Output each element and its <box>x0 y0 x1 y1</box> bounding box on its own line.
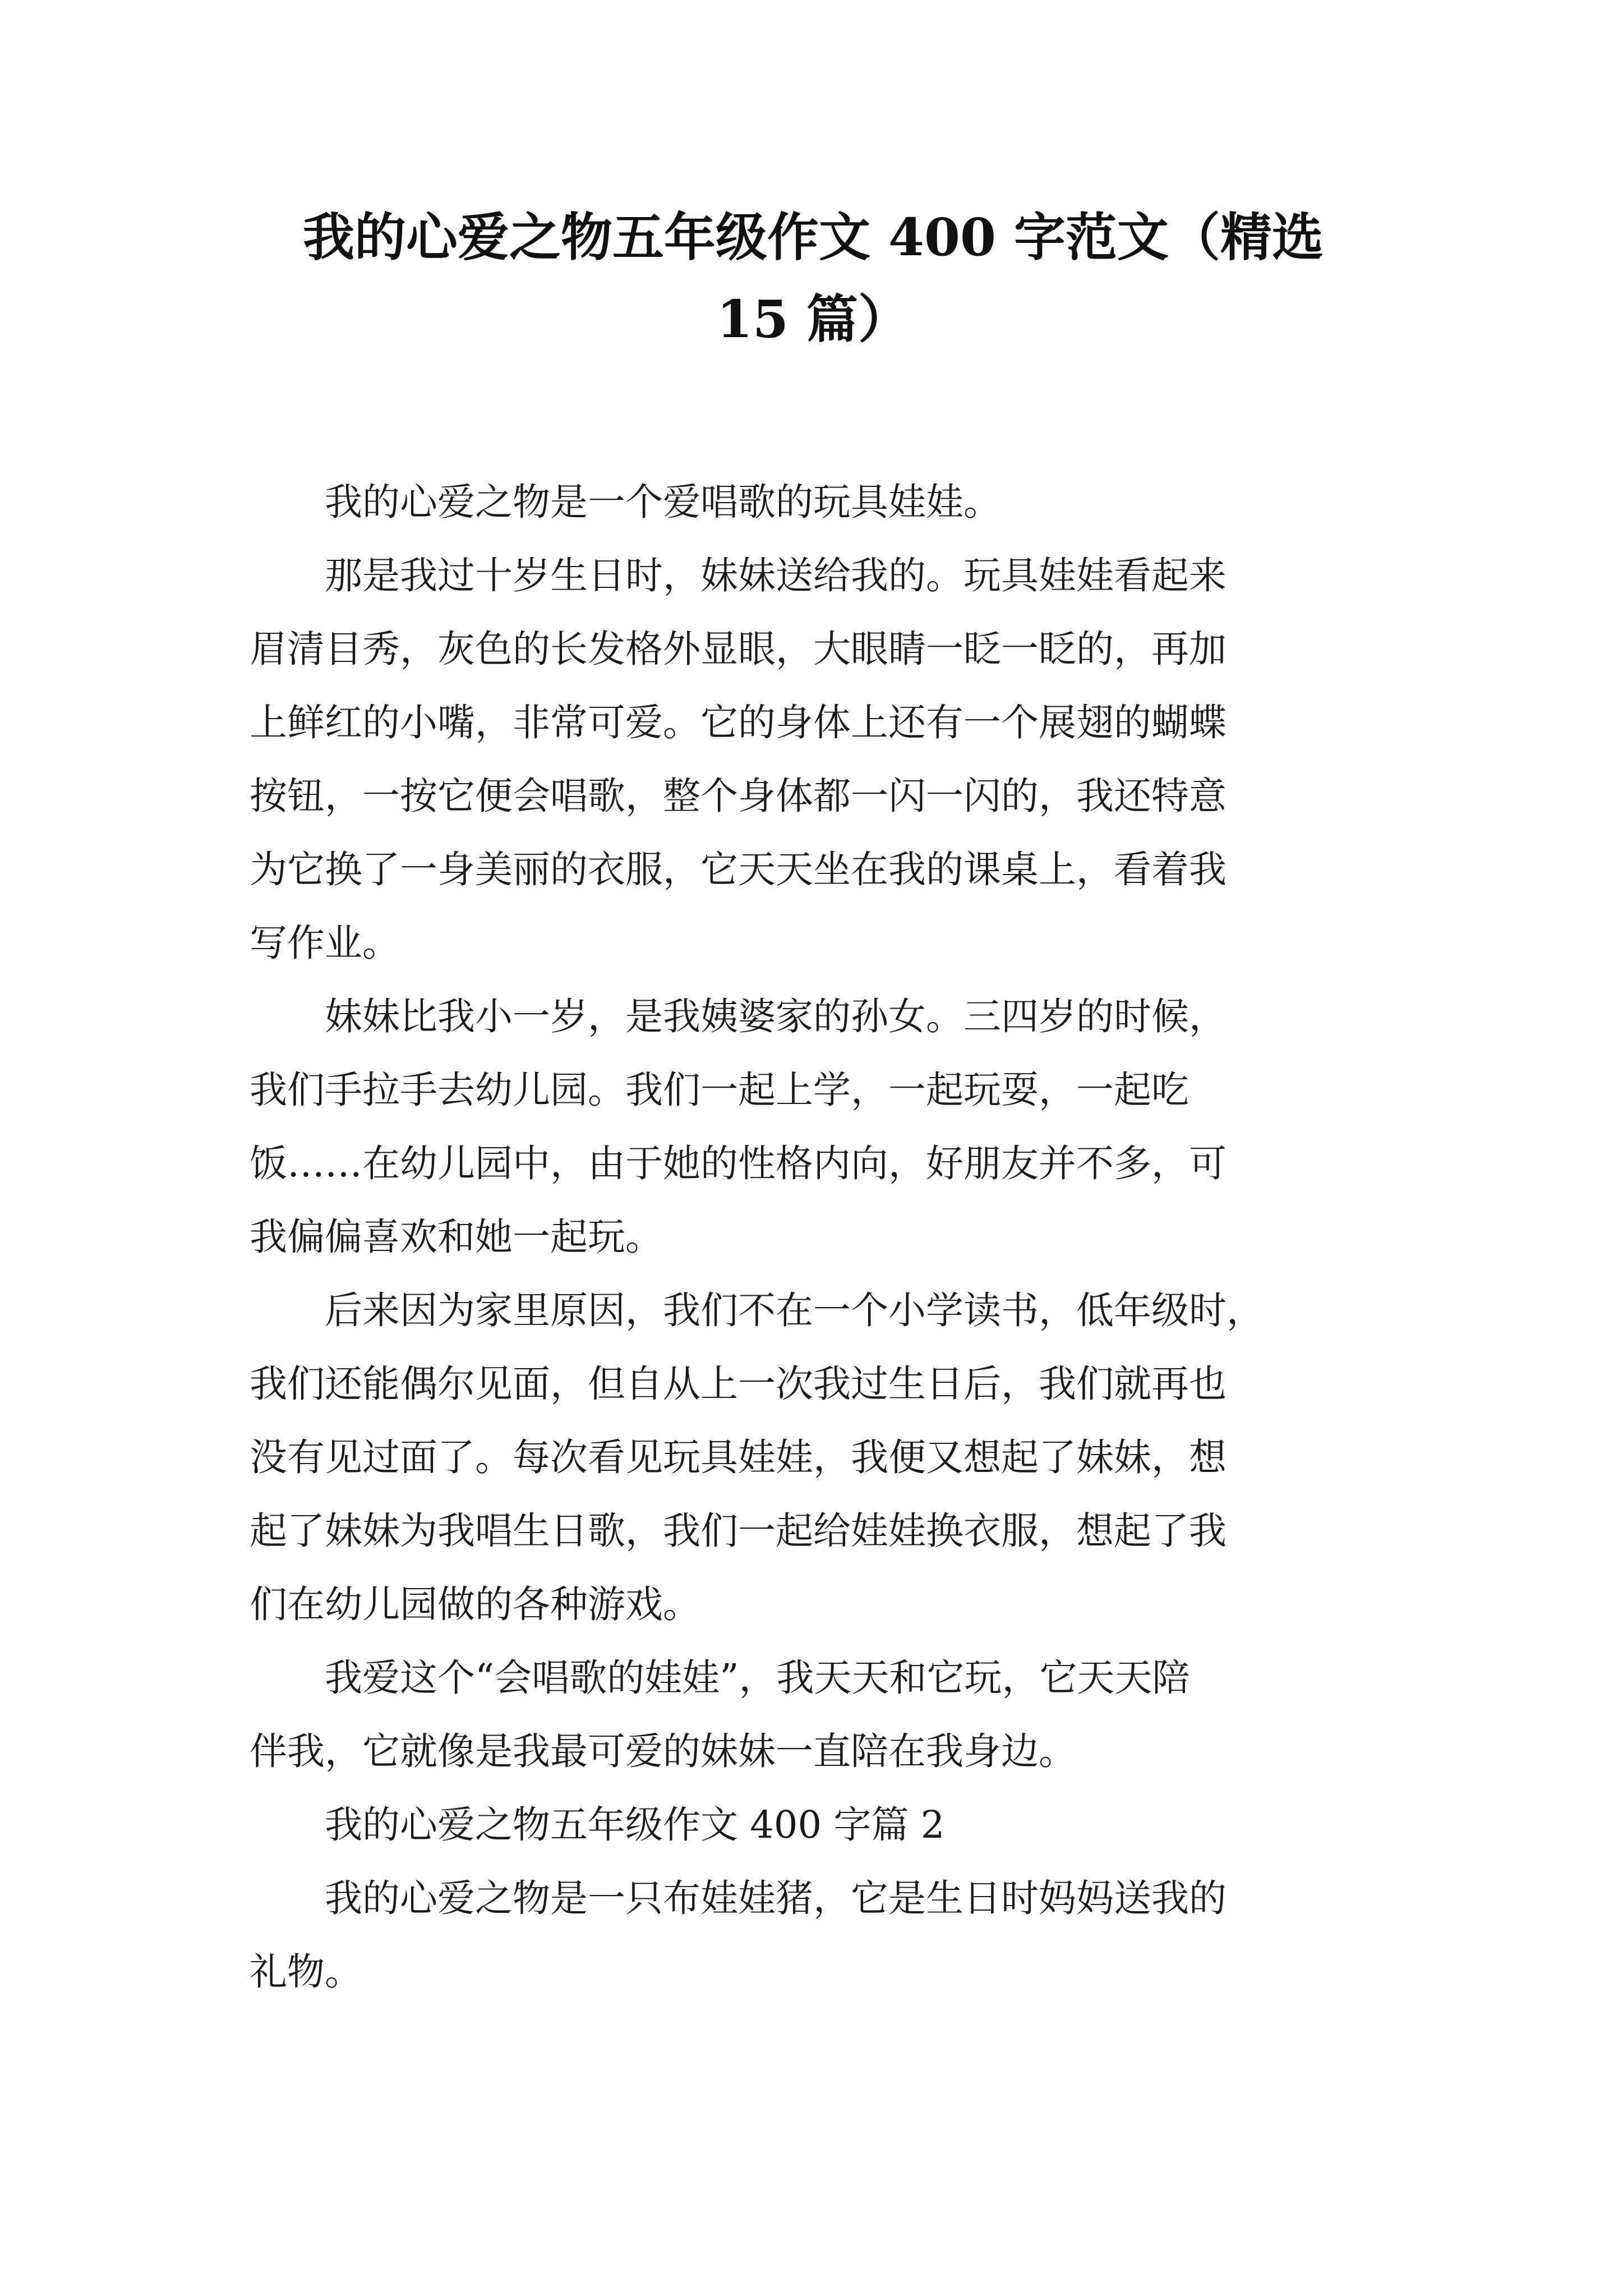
paragraph-2 <box>250 539 1377 980</box>
title-line-1: 我的心爱之物五年级作文 400 字范文（精选 <box>302 207 1324 268</box>
text-line: 没有见过面了。每次看见玩具娃娃，我便又想起了妹妹，想 <box>250 1435 1227 1479</box>
text-line: 妹妹比我小一岁，是我姨婆家的孙女。三四岁的时候， <box>325 995 1227 1038</box>
text-line: 后来因为家里原因，我们不在一个小学读书，低年级时， <box>325 1289 1264 1332</box>
paragraph-5 <box>250 1641 1377 1788</box>
text-line: 起了妹妹为我唱生日歌，我们一起给娃娃换衣服，想起了我 <box>250 1509 1227 1553</box>
text-line: 那是我过十岁生日时，妹妹送给我的。玩具娃娃看起来 <box>325 554 1227 597</box>
paragraph-3 <box>250 980 1377 1274</box>
text-line: 我们还能偶尔见面，但自从上一次我过生日后，我们就再也 <box>250 1362 1227 1406</box>
paragraph-4 <box>250 1274 1377 1641</box>
text-line: 我的心爱之物是一个爱唱歌的玩具娃娃。 <box>325 480 1001 524</box>
text-line: 上鲜红的小嘴，非常可爱。它的身体上还有一个展翅的蝴蝶 <box>250 701 1227 744</box>
text-line: 按钮，一按它便会唱歌，整个身体都一闪一闪的，我还特意 <box>250 774 1227 818</box>
paragraph-1 <box>250 466 1377 539</box>
document-title <box>247 196 1380 360</box>
text-line: 我的心爱之物五年级作文 400 字篇 2 <box>325 1803 945 1847</box>
paragraph-7 <box>250 1862 1377 2009</box>
text-line: 我的心爱之物是一只布娃娃猪，它是生日时妈妈送我的 <box>325 1876 1227 1920</box>
title-line-2: 15 篇） <box>716 289 910 349</box>
text-line: 眉清目秀，灰色的长发格外显眼，大眼睛一眨一眨的，再加 <box>250 627 1227 671</box>
text-line: 写作业。 <box>250 921 400 965</box>
text-line: 伴我，它就像是我最可爱的妹妹一直陪在我身边。 <box>250 1729 1076 1773</box>
text-line: 们在幼儿园做的各种游戏。 <box>250 1582 700 1626</box>
text-line: 我偏偏喜欢和她一起玩。 <box>250 1215 663 1259</box>
text-line: 为它换了一身美丽的衣服，它天天坐在我的课桌上，看着我 <box>250 848 1227 891</box>
document-body <box>250 466 1377 2009</box>
text-line: 饭……在幼儿园中，由于她的性格内向，好朋友并不多，可 <box>250 1142 1227 1185</box>
text-line: 我们手拉手去幼儿园。我们一起上学，一起玩耍，一起吃 <box>250 1068 1189 1112</box>
section-heading <box>250 1788 1377 1862</box>
text-line: 我爱这个“会唱歌的娃娃”，我天天和它玩，它天天陪 <box>325 1656 1190 1700</box>
text-line: 礼物。 <box>250 1950 362 1994</box>
